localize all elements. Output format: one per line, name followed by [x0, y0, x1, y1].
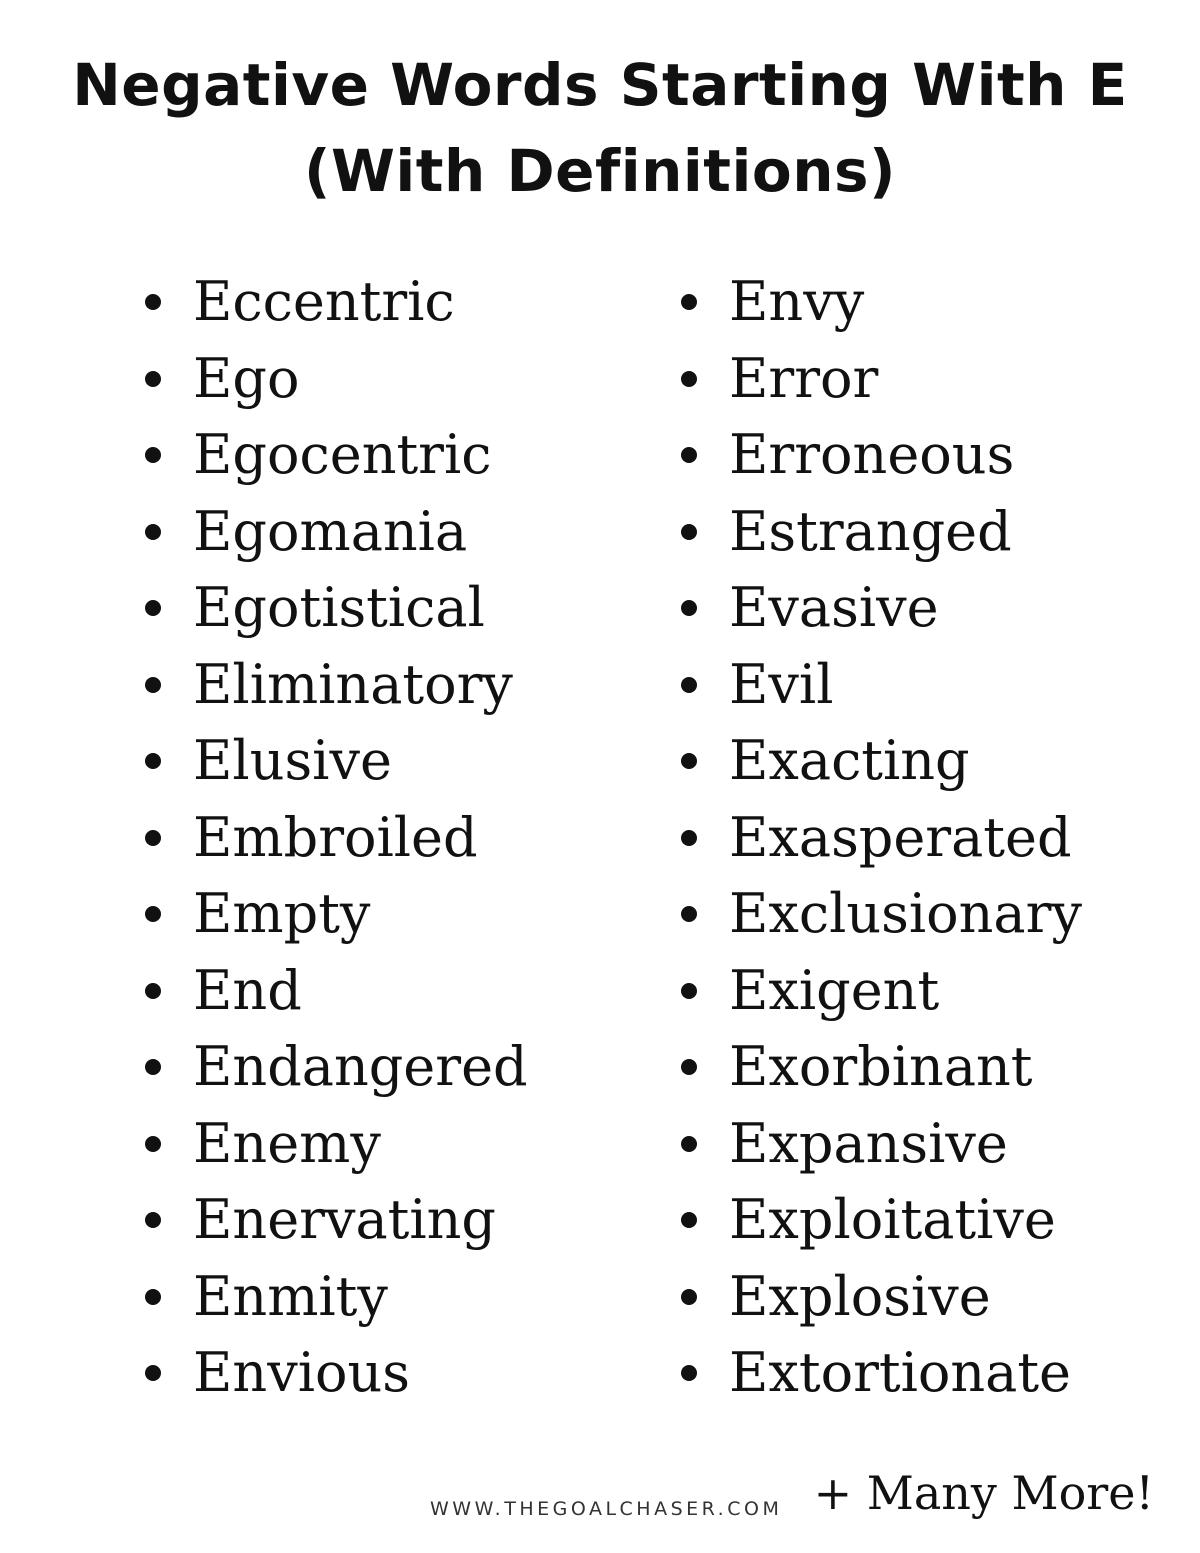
page-title — [0, 42, 1200, 214]
bullet-icon — [145, 294, 161, 310]
list-item — [145, 494, 528, 571]
list-item — [145, 647, 528, 724]
bullet-icon — [681, 371, 697, 387]
word-label: Evasive — [729, 576, 939, 639]
word-label: Estranged — [729, 499, 1012, 563]
bullet-icon — [681, 447, 697, 463]
list-item — [681, 953, 1082, 1030]
bullet-icon — [145, 1365, 161, 1381]
word-label: Ego — [193, 346, 300, 410]
list-item — [681, 1106, 1082, 1183]
website-url: WWW.THEGOALCHASER.COM — [430, 1498, 783, 1520]
bullet-icon — [681, 1136, 697, 1152]
list-item — [145, 570, 528, 647]
bullet-icon — [145, 447, 161, 463]
bullet-icon — [681, 830, 697, 846]
word-label: Egocentric — [193, 423, 492, 486]
bullet-icon — [145, 600, 161, 616]
list-item — [681, 570, 1082, 647]
bullet-icon — [681, 1212, 697, 1228]
list-item — [681, 341, 1082, 418]
list-item — [145, 1335, 528, 1412]
bullet-icon — [145, 753, 161, 769]
bullet-icon — [681, 1289, 697, 1305]
list-item — [681, 1182, 1082, 1259]
word-label: Erroneous — [729, 423, 1015, 486]
word-list-left — [145, 264, 528, 1412]
bullet-icon — [145, 1136, 161, 1152]
word-label: Eliminatory — [193, 652, 513, 716]
list-item — [681, 417, 1082, 494]
list-item — [145, 1029, 528, 1106]
bullet-icon — [145, 983, 161, 999]
bullet-icon — [681, 753, 697, 769]
word-label: Error — [729, 346, 879, 410]
list-item — [145, 1259, 528, 1336]
word-label: Enervating — [193, 1188, 496, 1251]
list-item — [145, 1182, 528, 1259]
list-item — [145, 341, 528, 418]
word-label: Elusive — [193, 729, 392, 792]
title-line-2: (With Definitions) — [303, 137, 897, 205]
word-label: End — [193, 958, 302, 1022]
list-item — [681, 647, 1082, 724]
word-label: Enmity — [193, 1264, 388, 1328]
word-label: Exacting — [729, 729, 970, 792]
word-label: Exorbinant — [729, 1035, 1033, 1098]
word-label: Enemy — [193, 1111, 381, 1175]
list-item — [681, 1335, 1082, 1412]
word-label: Envious — [193, 1341, 410, 1404]
word-label: Endangered — [193, 1035, 528, 1098]
list-item — [681, 876, 1082, 953]
bullet-icon — [681, 294, 697, 310]
word-label: Eccentric — [193, 270, 455, 333]
word-label: Embroiled — [193, 805, 478, 869]
list-item — [681, 1259, 1082, 1336]
list-item — [145, 800, 528, 877]
list-item — [145, 723, 528, 800]
bullet-icon — [145, 1212, 161, 1228]
list-item — [145, 417, 528, 494]
word-label: Exigent — [729, 958, 940, 1022]
word-label: Empty — [193, 882, 371, 945]
word-label: Exasperated — [729, 805, 1072, 869]
bullet-icon — [681, 600, 697, 616]
bullet-icon — [145, 371, 161, 387]
bullet-icon — [145, 524, 161, 540]
word-label: Extortionate — [729, 1341, 1072, 1404]
title-line-1: Negative Words Starting With E — [72, 51, 1128, 119]
bullet-icon — [145, 1289, 161, 1305]
list-item — [145, 953, 528, 1030]
list-item — [681, 264, 1082, 341]
bullet-icon — [681, 1365, 697, 1381]
bullet-icon — [681, 524, 697, 540]
bullet-icon — [145, 677, 161, 693]
list-item — [681, 494, 1082, 571]
list-item — [681, 1029, 1082, 1106]
word-label: Egotistical — [193, 576, 485, 639]
bullet-icon — [681, 906, 697, 922]
word-label: Exploitative — [729, 1188, 1056, 1251]
word-label: Explosive — [729, 1264, 991, 1328]
list-item — [681, 723, 1082, 800]
list-item — [145, 1106, 528, 1183]
word-label: Envy — [729, 270, 865, 333]
bullet-icon — [681, 1059, 697, 1075]
list-item — [145, 876, 528, 953]
list-item — [681, 800, 1082, 877]
bullet-icon — [145, 830, 161, 846]
bullet-icon — [681, 677, 697, 693]
bullet-icon — [681, 983, 697, 999]
word-label: Evil — [729, 652, 834, 716]
bullet-icon — [145, 1059, 161, 1075]
word-label: Exclusionary — [729, 882, 1082, 945]
word-label: Expansive — [729, 1111, 1008, 1175]
word-label: Egomania — [193, 499, 468, 563]
list-item — [145, 264, 528, 341]
many-more-label: + Many More! — [813, 1466, 1154, 1520]
bullet-icon — [145, 906, 161, 922]
word-list-right — [681, 264, 1082, 1412]
